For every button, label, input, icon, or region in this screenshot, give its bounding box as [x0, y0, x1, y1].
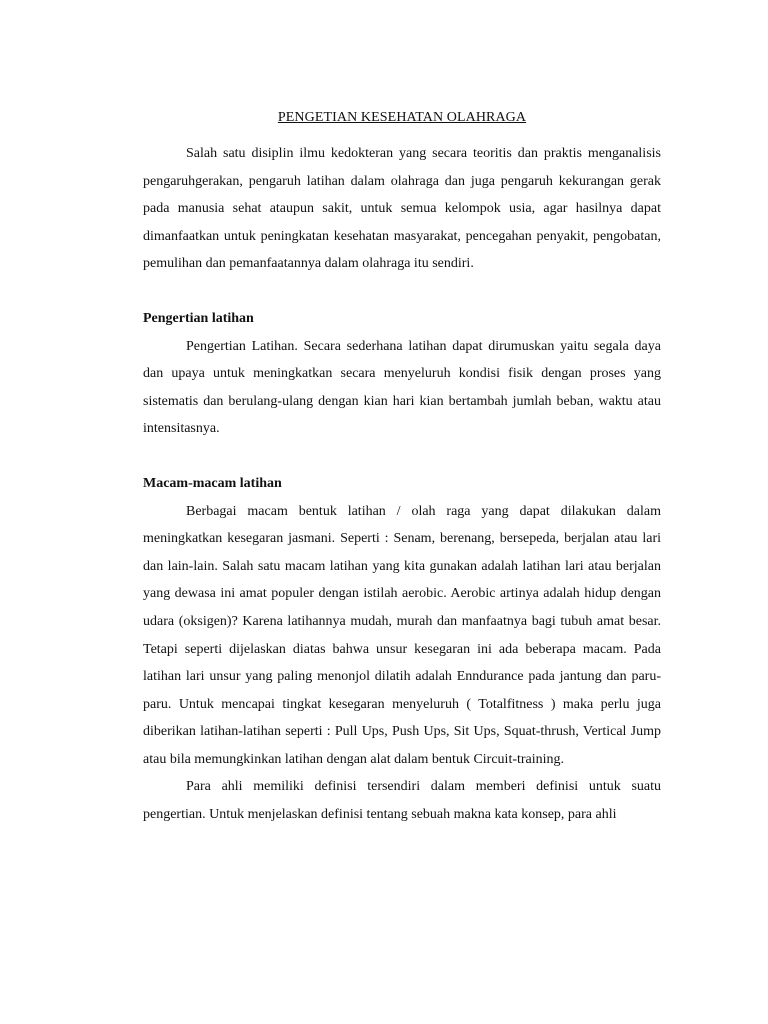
document-title: PENGETIAN KESEHATAN OLAHRAGA	[277, 110, 527, 125]
section-paragraph: Pengertian Latihan. Secara sederhana latihan dapat dirumuskan yaitu segala daya dan upaya untuk meningkatkan secara menyeluruh kondisi fisik dengan proses yang sistematis dan berulang-ulang dengan kian hari kian bertambah jumlah beban, waktu atau intensitasnya.	[143, 338, 661, 437]
section-paragraph: Berbagai macam bentuk latihan / olah raga yang dapat dilakukan dalam meningkatkan kesegaran jasmani. Seperti : Senam, berenang, bersepeda, berjalan atau lari dan lain-lain. Salah satu macam latihan yang kita gunakan adalah latihan lari atau berjalan yang dewasa ini amat populer dengan istilah aerobic. Aerobic artinya adalah hidup dengan udara (oksigen)? Karena latihannya mudah, murah dan manfaatnya bagi tubuh amat besar. Tetapi seperti dijelaskan diatas bahwa unsur kesegaran ini ada beberapa macam. Pada latihan lari unsur yang paling menonjol dilatih adalah Enndurance pada jantung dan paru-paru. Untuk mencapai tingkat kesegaran menyeluruh ( Totalfitness ) maka perlu juga diberikan latihan-latihan seperti : Pull Ups, Push Ups, Sit Ups, Squat-thrush, Vertical Jump atau bila memungkinkan latihan dengan alat dalam bentuk Circuit-training.	[143, 503, 661, 767]
intro-paragraph: Salah satu disiplin ilmu kedokteran yang secara teoritis dan praktis menganalisis pengaruhgerakan, pengaruh latihan dalam olahraga dan juga pengaruh kekurangan gerak pada manusia sehat ataupun sakit, untuk semua kelompok usia, agar hasilnya dapat dimanfaatkan untuk peningkatan kesehatan masyarakat, pencegahan penyakit, pengobatan, pemulihan dan pemanfaatannya dalam olahraga itu sendiri.	[143, 146, 661, 272]
spacer	[143, 443, 661, 470]
section-paragraph: Para ahli memiliki definisi tersendiri dalam memberi definisi untuk suatu pengertian. Untuk menjelaskan definisi tentang sebuah makna kata konsep, para ahli	[143, 779, 661, 823]
document-page	[143, 100, 661, 829]
spacer	[143, 278, 661, 305]
section-heading-macam-macam-latihan: Macam-macam latihan	[143, 475, 282, 491]
section-heading-pengertian-latihan: Pengertian latihan	[143, 310, 254, 326]
